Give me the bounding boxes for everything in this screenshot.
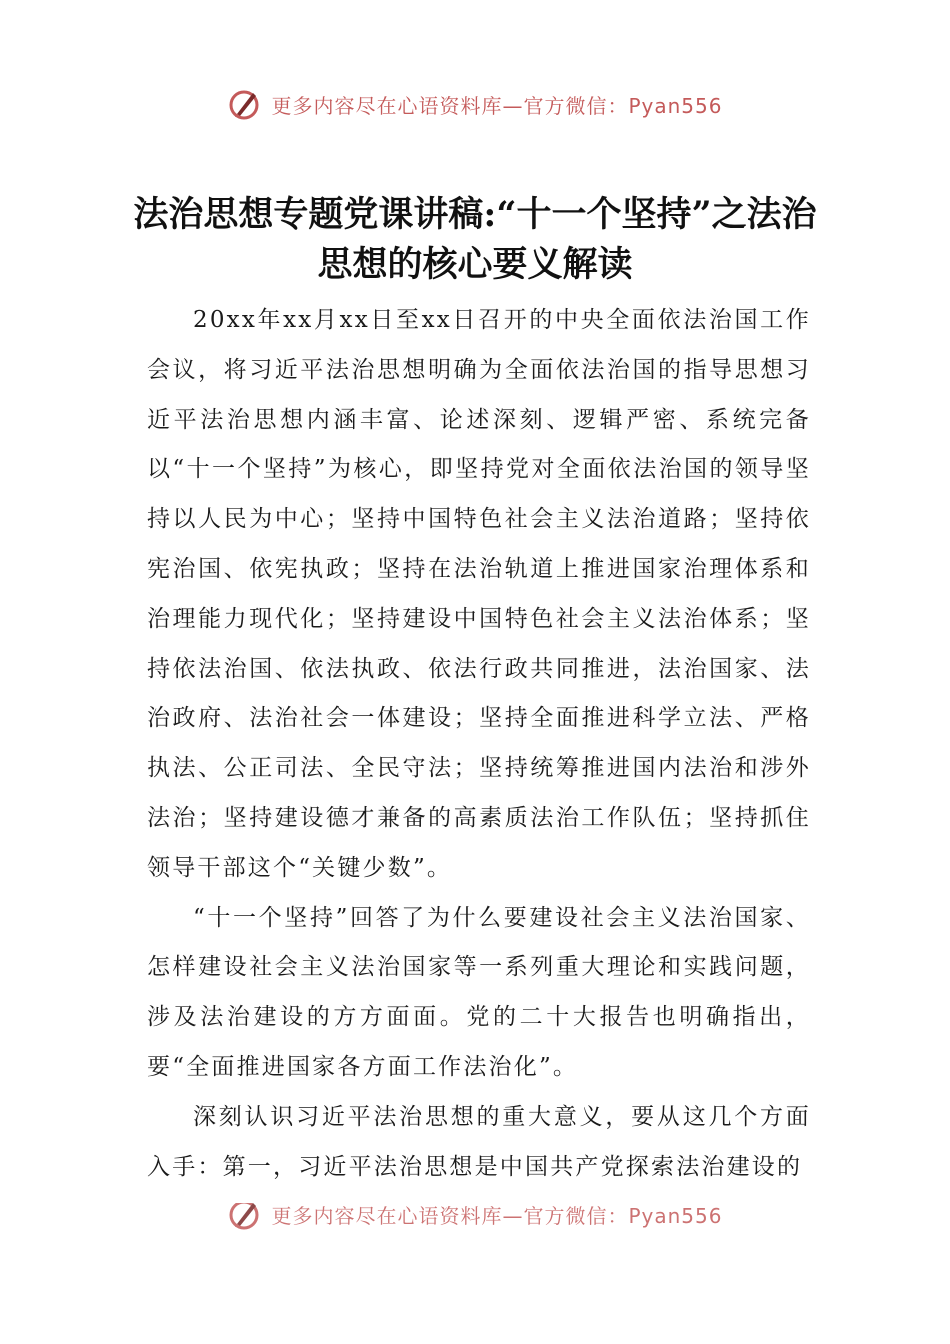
pen-circle-logo-icon — [227, 1203, 261, 1231]
watermark-text: 更多内容尽在心语资料库—官方微信：Pyan556 — [271, 1203, 723, 1228]
document-body — [147, 296, 811, 1192]
paragraph-1: 20xx年xx月xx日至xx日召开的中央全面依法治国工作会议，将习近平法治思想明确为全面依法治国的指导思想习近平法治思想内涵丰富、论述深刻、逻辑严密、系统完备以“十一个坚持”为核心，即坚持党对全面依法治国的领导坚持以人民为中心；坚持中国特色社会主义法治道路；坚持依宪治国、依宪执政；坚持在法治轨道上推进国家治理体系和治理能力现代化；坚持建设中国特色社会主义法治体系；坚持依法治国、依法执政、依法行政共同推进，法治国家、法治政府、法治社会一体建设；坚持全面推进科学立法、严格执法、公正司法、全民守法；坚持统筹推进国内法治和涉外法治；坚持建设德才兼备的高素质法治工作队伍；坚持抓住领导干部这个“关键少数”。 — [147, 307, 811, 881]
pen-circle-logo-icon — [227, 87, 261, 121]
bottom-watermark — [0, 1203, 950, 1243]
watermark-text: 更多内容尽在心语资料库—官方微信：Pyan556 — [271, 93, 723, 118]
paragraph-3: 深刻认识习近平法治思想的重大意义，要从这几个方面入手：第一，习近平法治思想是中国共产党探索法治建设的 — [147, 1103, 811, 1180]
document-title: 法治思想专题党课讲稿:“十一个坚持”之法治思想的核心要义解读 — [133, 194, 817, 285]
top-watermark — [0, 84, 950, 124]
paragraph-2: “十一个坚持”回答了为什么要建设社会主义法治国家、怎样建设社会主义法治国家等一系列重大理论和实践问题，涉及法治建设的方方面面。党的二十大报告也明确指出，要“全面推进国家各方面工作法治化”。 — [147, 904, 811, 1080]
